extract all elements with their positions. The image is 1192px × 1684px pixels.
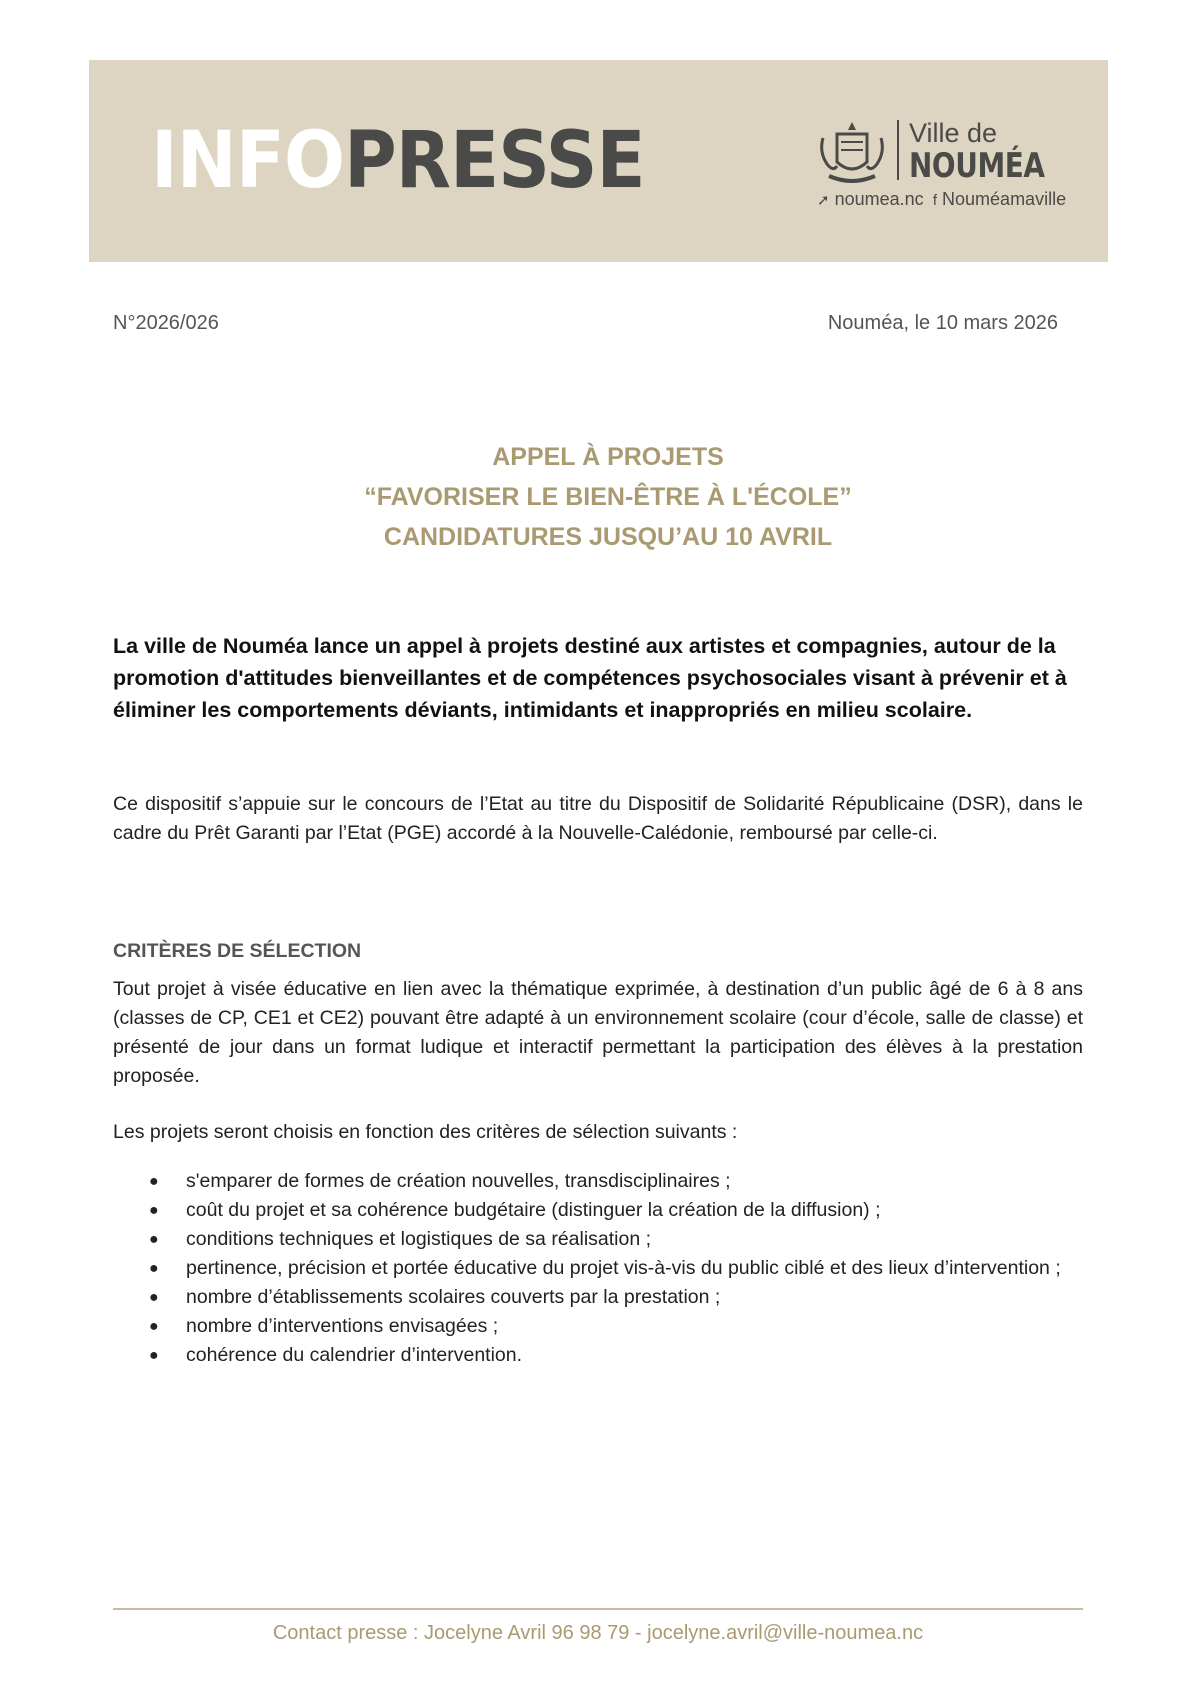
criteria-list (113, 1167, 1083, 1370)
title-line-2: “FAVORISER LE BIEN-ÊTRE À L'ÉCOLE” (364, 483, 852, 511)
city-logo (817, 118, 1067, 208)
bullet-icon: ● (149, 1173, 159, 1190)
press-contact: Contact presse : Jocelyne Avril 96 98 79 - jocelyne.avril@ville-noumea.nc (272, 1622, 924, 1644)
footer-divider (113, 1608, 1083, 1610)
intro-paragraph: Ce dispositif s’appuie sur le concours de l’Etat au titre du Dispositif de Solidarité Républicaine (DSR), dans le cadre du Prêt Garanti par l’Etat (PGE) accordé à la Nouvelle-Calédonie, remboursé par celle-ci. (113, 793, 1083, 844)
bullet-icon: ● (149, 1260, 159, 1277)
lead-paragraph: La ville de Nouméa lance un appel à projets destiné aux artistes et compagnies, autour de la promotion d'attitudes bienveillantes et de compétences psychosociales visant à prévenir et à éliminer les comportements déviants, intimidants et inappropriés en milieu scolaire. (113, 634, 1067, 722)
list-item-text: nombre d’établissements scolaires couverts par la prestation ; (186, 1286, 721, 1308)
section-heading: CRITÈRES DE SÉLECTION (113, 940, 362, 962)
list-item (113, 1225, 1083, 1254)
bullet-icon: ● (149, 1318, 159, 1335)
brand-title (151, 116, 645, 206)
bullet-icon: ● (149, 1231, 159, 1248)
criteria-intro: Les projets seront choisis en fonction des critères de sélection suivants : (113, 1121, 738, 1143)
facebook-icon: f (928, 192, 938, 209)
bullet-icon: ● (149, 1289, 159, 1306)
criteria-description: Tout projet à visée éducative en lien avec la thématique exprimée, à destination d’un public âgé de 6 à 8 ans (classes de CP, CE1 et CE2) pouvant être adapté à un environnement scolaire (cour d’école, salle de classe) et présenté de jour dans un format ludique et interactif permettant la participation des élèves à la prestation proposée. (113, 978, 1083, 1087)
list-item-text: coût du projet et sa cohérence budgétaire (distinguer la création de la diffusion) ; (186, 1199, 881, 1221)
release-date: Nouméa, le 10 mars 2026 (827, 312, 1058, 334)
release-number: N°2026/026 (113, 312, 219, 334)
meta-row (113, 312, 1058, 338)
list-item (113, 1196, 1083, 1225)
arrow-icon: ➚ (817, 192, 830, 209)
bullet-icon: ● (149, 1347, 159, 1364)
list-item (113, 1167, 1083, 1196)
brand-info: INFO (151, 116, 345, 206)
coat-of-arms-icon (817, 118, 887, 192)
logo-divider (897, 120, 899, 180)
bullet-icon: ● (149, 1202, 159, 1219)
social-links (817, 188, 1066, 212)
page-title (113, 437, 1103, 557)
list-item (113, 1341, 1083, 1370)
header-banner (89, 60, 1108, 262)
list-item (113, 1254, 1083, 1283)
facebook-link[interactable]: Nouméamaville (942, 189, 1067, 209)
list-item-text: pertinence, précision et portée éducative du projet vis-à-vis du public ciblé et des lieux d’intervention ; (186, 1257, 1061, 1279)
brand-presse: PRESSE (344, 116, 645, 206)
logo-noumea: NOUMÉA (909, 146, 1045, 186)
website-link[interactable]: noumea.nc (834, 189, 924, 209)
logo-ville-de: Ville de (909, 118, 998, 148)
list-item-text: cohérence du calendrier d’intervention. (186, 1344, 523, 1366)
title-line-3: CANDIDATURES JUSQU’AU 10 AVRIL (383, 523, 833, 551)
title-line-1: APPEL À PROJETS (492, 443, 724, 471)
list-item-text: nombre d’interventions envisagées ; (186, 1315, 499, 1337)
list-item-text: conditions techniques et logistiques de sa réalisation ; (186, 1228, 652, 1250)
list-item (113, 1312, 1083, 1341)
list-item-text: s'emparer de formes de création nouvelles, transdisciplinaires ; (186, 1170, 731, 1192)
list-item (113, 1283, 1083, 1312)
